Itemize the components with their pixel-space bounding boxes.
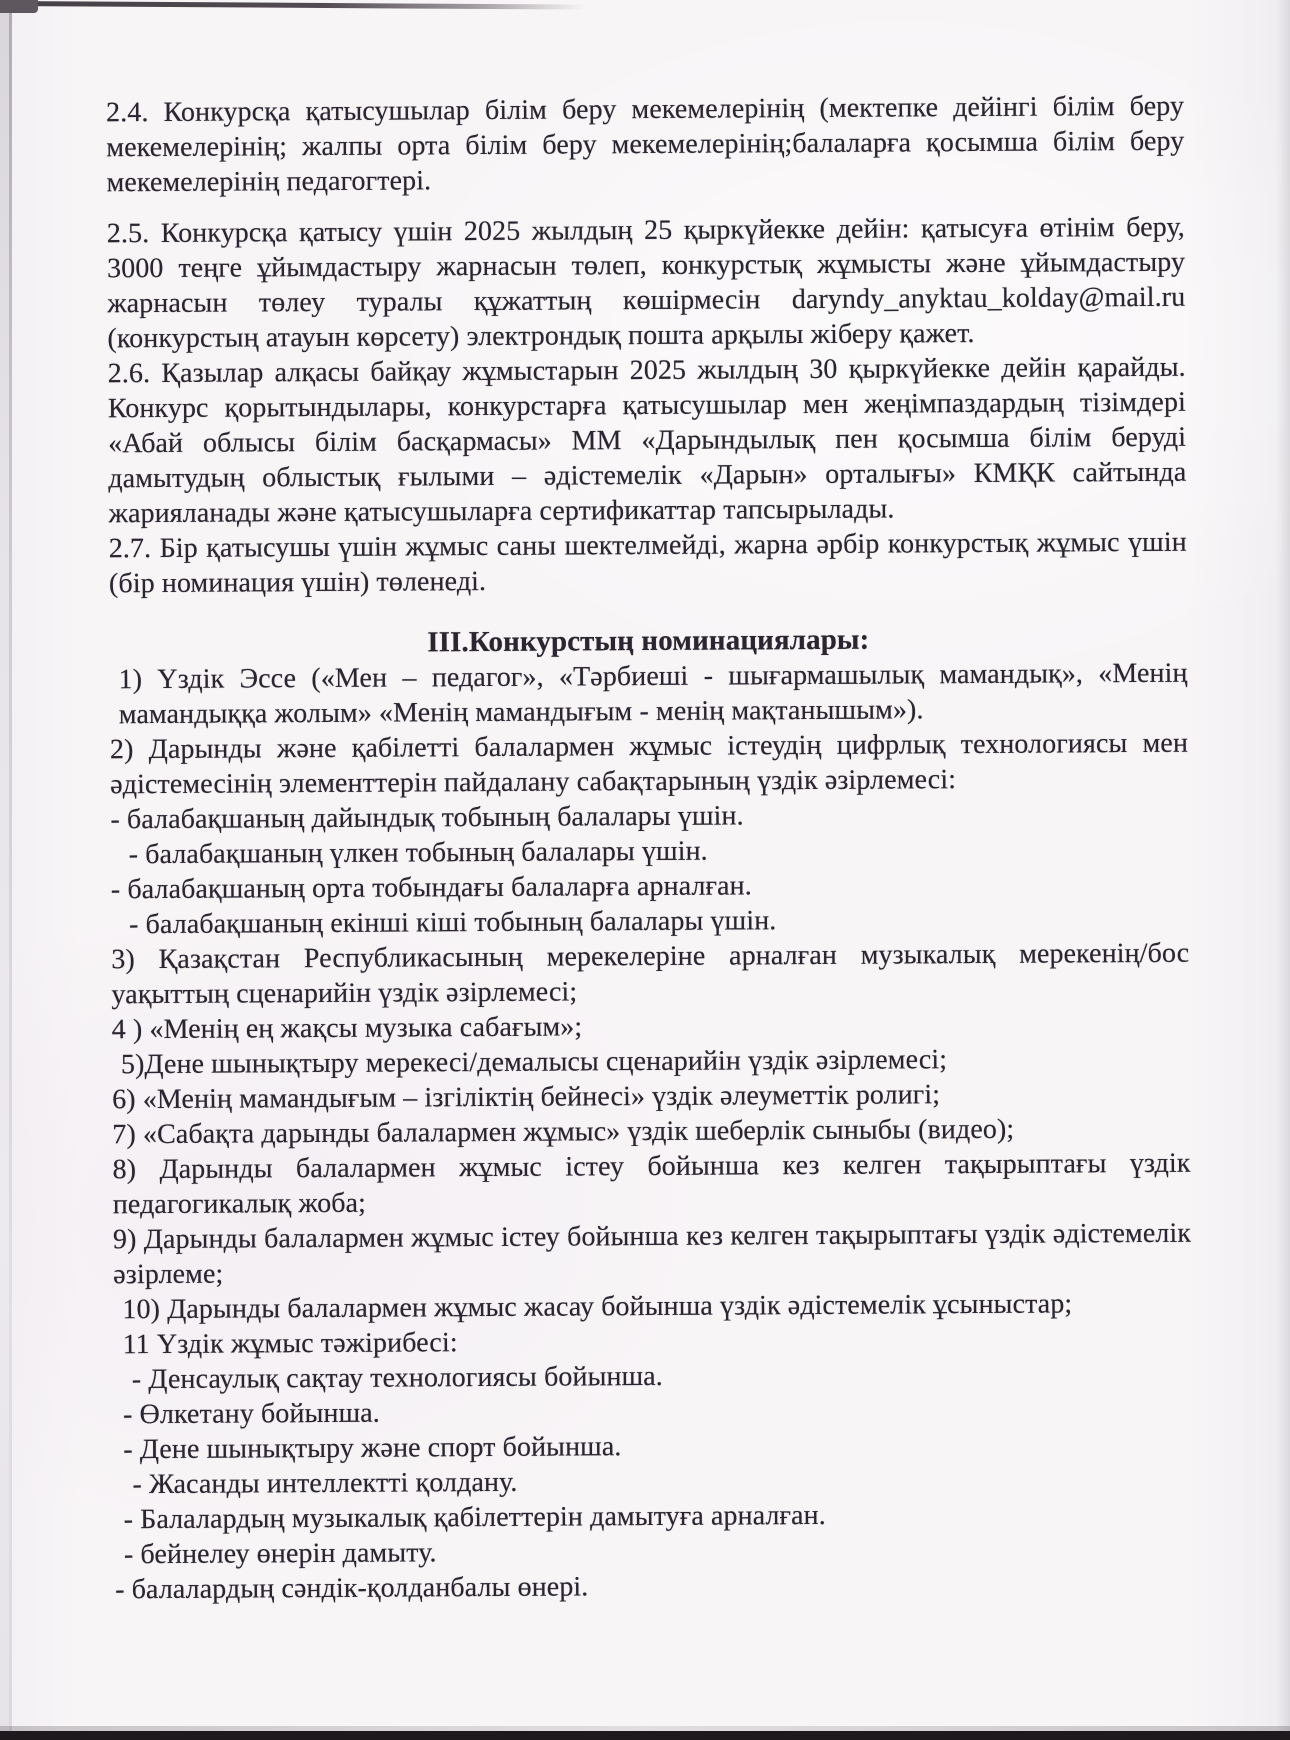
nomination-item-8: 8) Дарынды балалармен жұмыс істеу бойынша кез келген тақырыптағы үздік педагогикалық жоба; [112, 1147, 1191, 1221]
nomination-subitem: - Балалардың музыкалық қабілеттерін дамытуға арналған. [123, 1499, 826, 1536]
nominations-list [109, 656, 1193, 1608]
document-content [106, 89, 1193, 1608]
nomination-subitem: - Жасанды интеллектті қолдану. [132, 1466, 518, 1501]
scan-edge-left-line [9, 0, 12, 1740]
nomination-item-11: 11 Үздік жұмыс тәжірибесі: [122, 1327, 458, 1361]
paragraph-2-7: 2.7. Бір қатысушы үшін жұмыс саны шектелмейді, жарна әрбір конкурстық жұмыс үшін (бір номинация үшін) төленеді. [108, 526, 1187, 600]
nomination-subitem: - балабақшаның екінші кіші тобының балалары үшін. [128, 905, 777, 941]
nomination-item-10: 10) Дарынды балалармен жұмыс жасау бойынша үздік әдістемелік ұсыныстар; [122, 1288, 1073, 1326]
nomination-item-6: 6) «Менің мамандығым – ізгіліктің бейнесі» үздік әлеуметтік ролигі; [112, 1079, 941, 1116]
nomination-subitem: - балабақшаның орта тобындағы балаларға арналған. [110, 870, 752, 906]
nomination-subitem: - балабақшаның дайындық тобының балалары үшін. [110, 800, 744, 836]
email-address: daryndy_anyktau_kolday@mail.ru [791, 281, 1186, 316]
scan-edge-right [1276, 0, 1290, 1740]
paragraph-2-4: 2.4. Конкурсқа қатысушылар білім беру мекемелерінің (мектепке дейінгі білім беру мекемелерінің; жалпы орта білім беру мекемелерінің;балаларға қосымша білім беру мекемелерінің педагогтері. [106, 90, 1185, 199]
nomination-item-7: 7) «Сабақта дарынды балалармен жұмыс» үздік шеберлік сыныбы (видео); [112, 1113, 1015, 1151]
nomination-subitem: - Дене шынықтыру және спорт бойынша. [123, 1431, 622, 1466]
section-heading: III.Конкурстың номинациялары: [427, 623, 870, 659]
nomination-item-3: 3) Қазақстан Республикасының мерекелеріне арналған музыкалық мерекенің/бос уақыттың сценарийін үздік әзірлемесі; [111, 937, 1190, 1011]
paragraph-2-5-text: 2.5. Конкурсқа қатысу үшін 2025 жылдың 25 қыркүйекке дейін: қатысуға өтінім беру, 3000 теңге ұйымдастыру жарнасын төлеп, конкурстық жұмысты және ұйымдастыру жарнасын төлеу туралы құжаттың көшірмесін [106, 211, 1186, 320]
nomination-item-4: 4 ) «Менің ең жақсы музыка сабағым»; [111, 1011, 583, 1046]
scan-edge-top-line [0, 1, 585, 10]
scan-edge-left [0, 0, 9, 1740]
nomination-item-1: 1) Үздік Эссе («Мен – педагог», «Тәрбиеші - шығармашылық мамандық», «Менің мамандыққа жолым» «Менің мамандығым - менің мақтанышым»). [118, 657, 1188, 731]
paragraph-2-5 [107, 210, 1186, 357]
nomination-subitem: - бейнелеу өнерін дамыту. [123, 1537, 437, 1571]
paragraph-2-5-tail: (конкурстың атауын көрсету) электрондық пошта арқылы жіберу қажет. [107, 317, 975, 355]
paragraph-2-6: 2.6. Қазылар алқасы байқау жұмыстарын 2025 жылдың 30 қыркүйекке дейін қарайды. Конкурс қорытындылары, конкурстарға қатысушылар мен жеңімпаздардың тізімдері «Абай облысы білім басқармасы» ММ «Дарындылық пен қосымша білім беруді дамытудың облыстық ғылыми – әдістемелік «Дарын» орталығы» КМҚК сайтында жарияланады және қатысушыларға сертификаттар тапсырылады. [107, 351, 1187, 530]
nomination-subitem: - Өлкетану бойынша. [122, 1397, 380, 1431]
scan-corner-artifact [0, 0, 38, 13]
nomination-item-5: 5)Дене шынықтыру мерекесі/демалысы сценарийін үздік әзірлемесі; [120, 1044, 948, 1081]
scan-edge-bottom [0, 1731, 1290, 1740]
nomination-subitem: - Денсаулық сақтау технологиясы бойынша. [131, 1360, 663, 1396]
nomination-item-9: 9) Дарынды балалармен жұмыс істеу бойынша кез келген тақырыптағы үздік әдістемелік әзірлеме; [112, 1217, 1192, 1291]
nomination-subitem: - балабақшаның үлкен тобының балалары үшін. [128, 835, 708, 871]
nomination-item-2: 2) Дарынды және қабілетті балалармен жұмыс істеудің цифрлық технологиясы мен әдістемесінің элементтерін пайдалану сабақтарының үздік әзірлемесі: [109, 727, 1189, 801]
nomination-subitem: - балалардың сәндік-қолданбалы өнері. [115, 1571, 589, 1606]
